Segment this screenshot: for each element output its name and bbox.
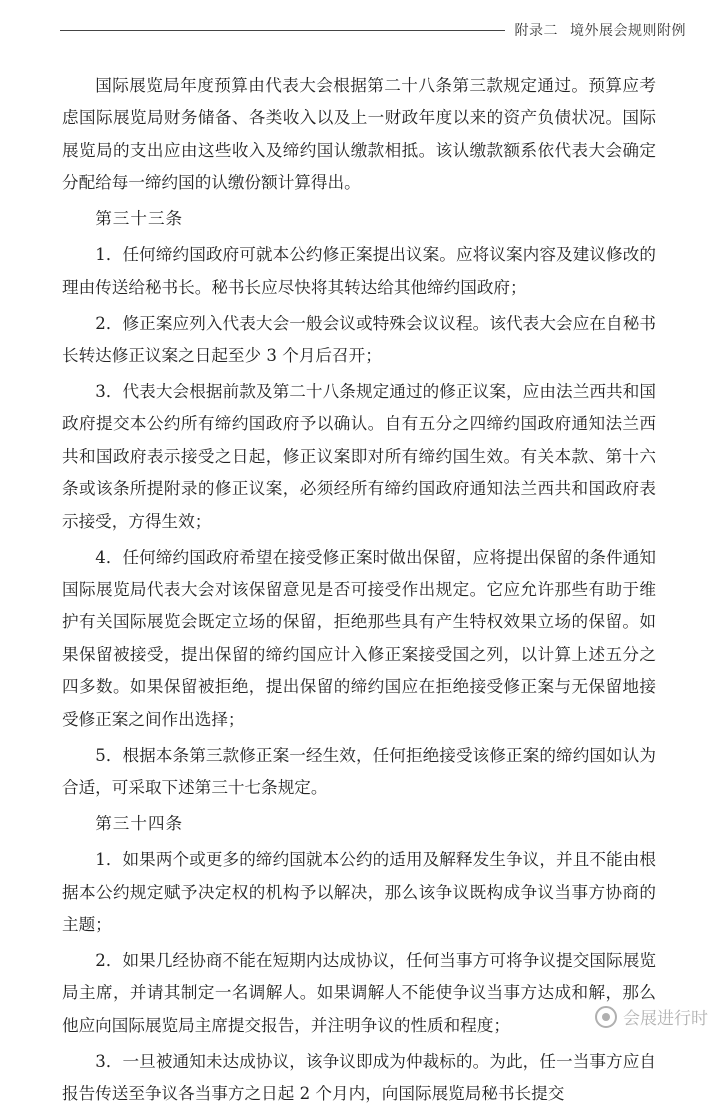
paragraph-budget: 国际展览局年度预算由代表大会根据第二十八条第三款规定通过。预算应考虑国际展览局财务储备、各类收入以及上一财政年度以来的资产负债状况。国际展览局的支出应由这些收入及缔约国认缴款相抵。该认缴款额系依代表大会确定分配给每一缔约国的认缴份额计算得出。	[62, 76, 656, 193]
running-header	[60, 18, 686, 42]
watermark-text: 会展进行时	[623, 1009, 708, 1029]
header-text	[515, 20, 687, 40]
paragraph-33-3: 3．代表大会根据前款及第二十八条规定通过的修正议案，应由法兰西共和国政府提交本公约所有缔约国政府予以确认。自有五分之四缔约国政府通知法兰西共和国政府表示接受之日起，修正议案即对所有缔约国生效。有关本款、第十六条或该条所提附录的修正议案，必须经所有缔约国政府通知法兰西共和国政府表示接受，方得生效；	[62, 382, 656, 531]
watermark	[591, 1002, 712, 1031]
paragraph-33-5: 5．根据本条第三款修正案一经生效，任何拒绝接受该修正案的缔约国如认为合适，可采取下述第三十七条规定。	[62, 745, 656, 798]
header-rule	[60, 30, 505, 31]
paragraph-33-1: 1．任何缔约国政府可就本公约修正案提出议案。应将议案内容及建议修改的理由传送给秘书长。秘书长应尽快将其转达给其他缔约国政府；	[62, 245, 656, 297]
page-body	[62, 70, 656, 1114]
paragraph-33-4: 4．任何缔约国政府希望在接受修正案时做出保留，应将提出保留的条件通知国际展览局代表大会对该保留意见是否可接受作出规定。它应允许那些有助于维护有关国际展览会既定立场的保留，拒绝那些具有产生特权效果立场的保留。如果保留被接受，提出保留的缔约国应计入修正案接受国之列，以计算上述五分之四多数。如果保留被拒绝，提出保留的缔约国应在拒绝接受修正案与无保留地接受修正案之间作出选择；	[62, 547, 656, 729]
article-heading-34: 第三十四条	[95, 814, 184, 834]
header-appendix: 附录二	[514, 23, 558, 39]
paragraph-34-3: 3．一旦被通知未达成协议，该争议即成为仲裁标的。为此，任一当事方应自报告传送至争议各当事方之日起 2 个月内，向国际展览局秘书长提交	[62, 1051, 656, 1104]
article-heading-33: 第三十三条	[95, 209, 184, 229]
wechat-logo-icon	[595, 1006, 617, 1028]
paragraph-34-1: 1．如果两个或更多的缔约国就本公约的适用及解释发生争议，并且不能由根据本公约规定赋予决定权的机构予以解决，那么该争议既构成争议当事方协商的主题；	[62, 850, 656, 934]
paragraph-34-2: 2．如果几经协商不能在短期内达成协议，任何当事方可将争议提交国际展览局主席，并请其制定一名调解人。如果调解人不能使争议当事方达成和解，那么他应向国际展览局主席提交报告，并注明争议的性质和程度；	[62, 950, 656, 1035]
paragraph-33-2: 2．修正案应列入代表大会一般会议或特殊会议议程。该代表大会应在自秘书长转达修正议案之日起至少 3 个月后召开；	[62, 313, 656, 366]
header-title: 境外展会规则附例	[570, 23, 686, 39]
